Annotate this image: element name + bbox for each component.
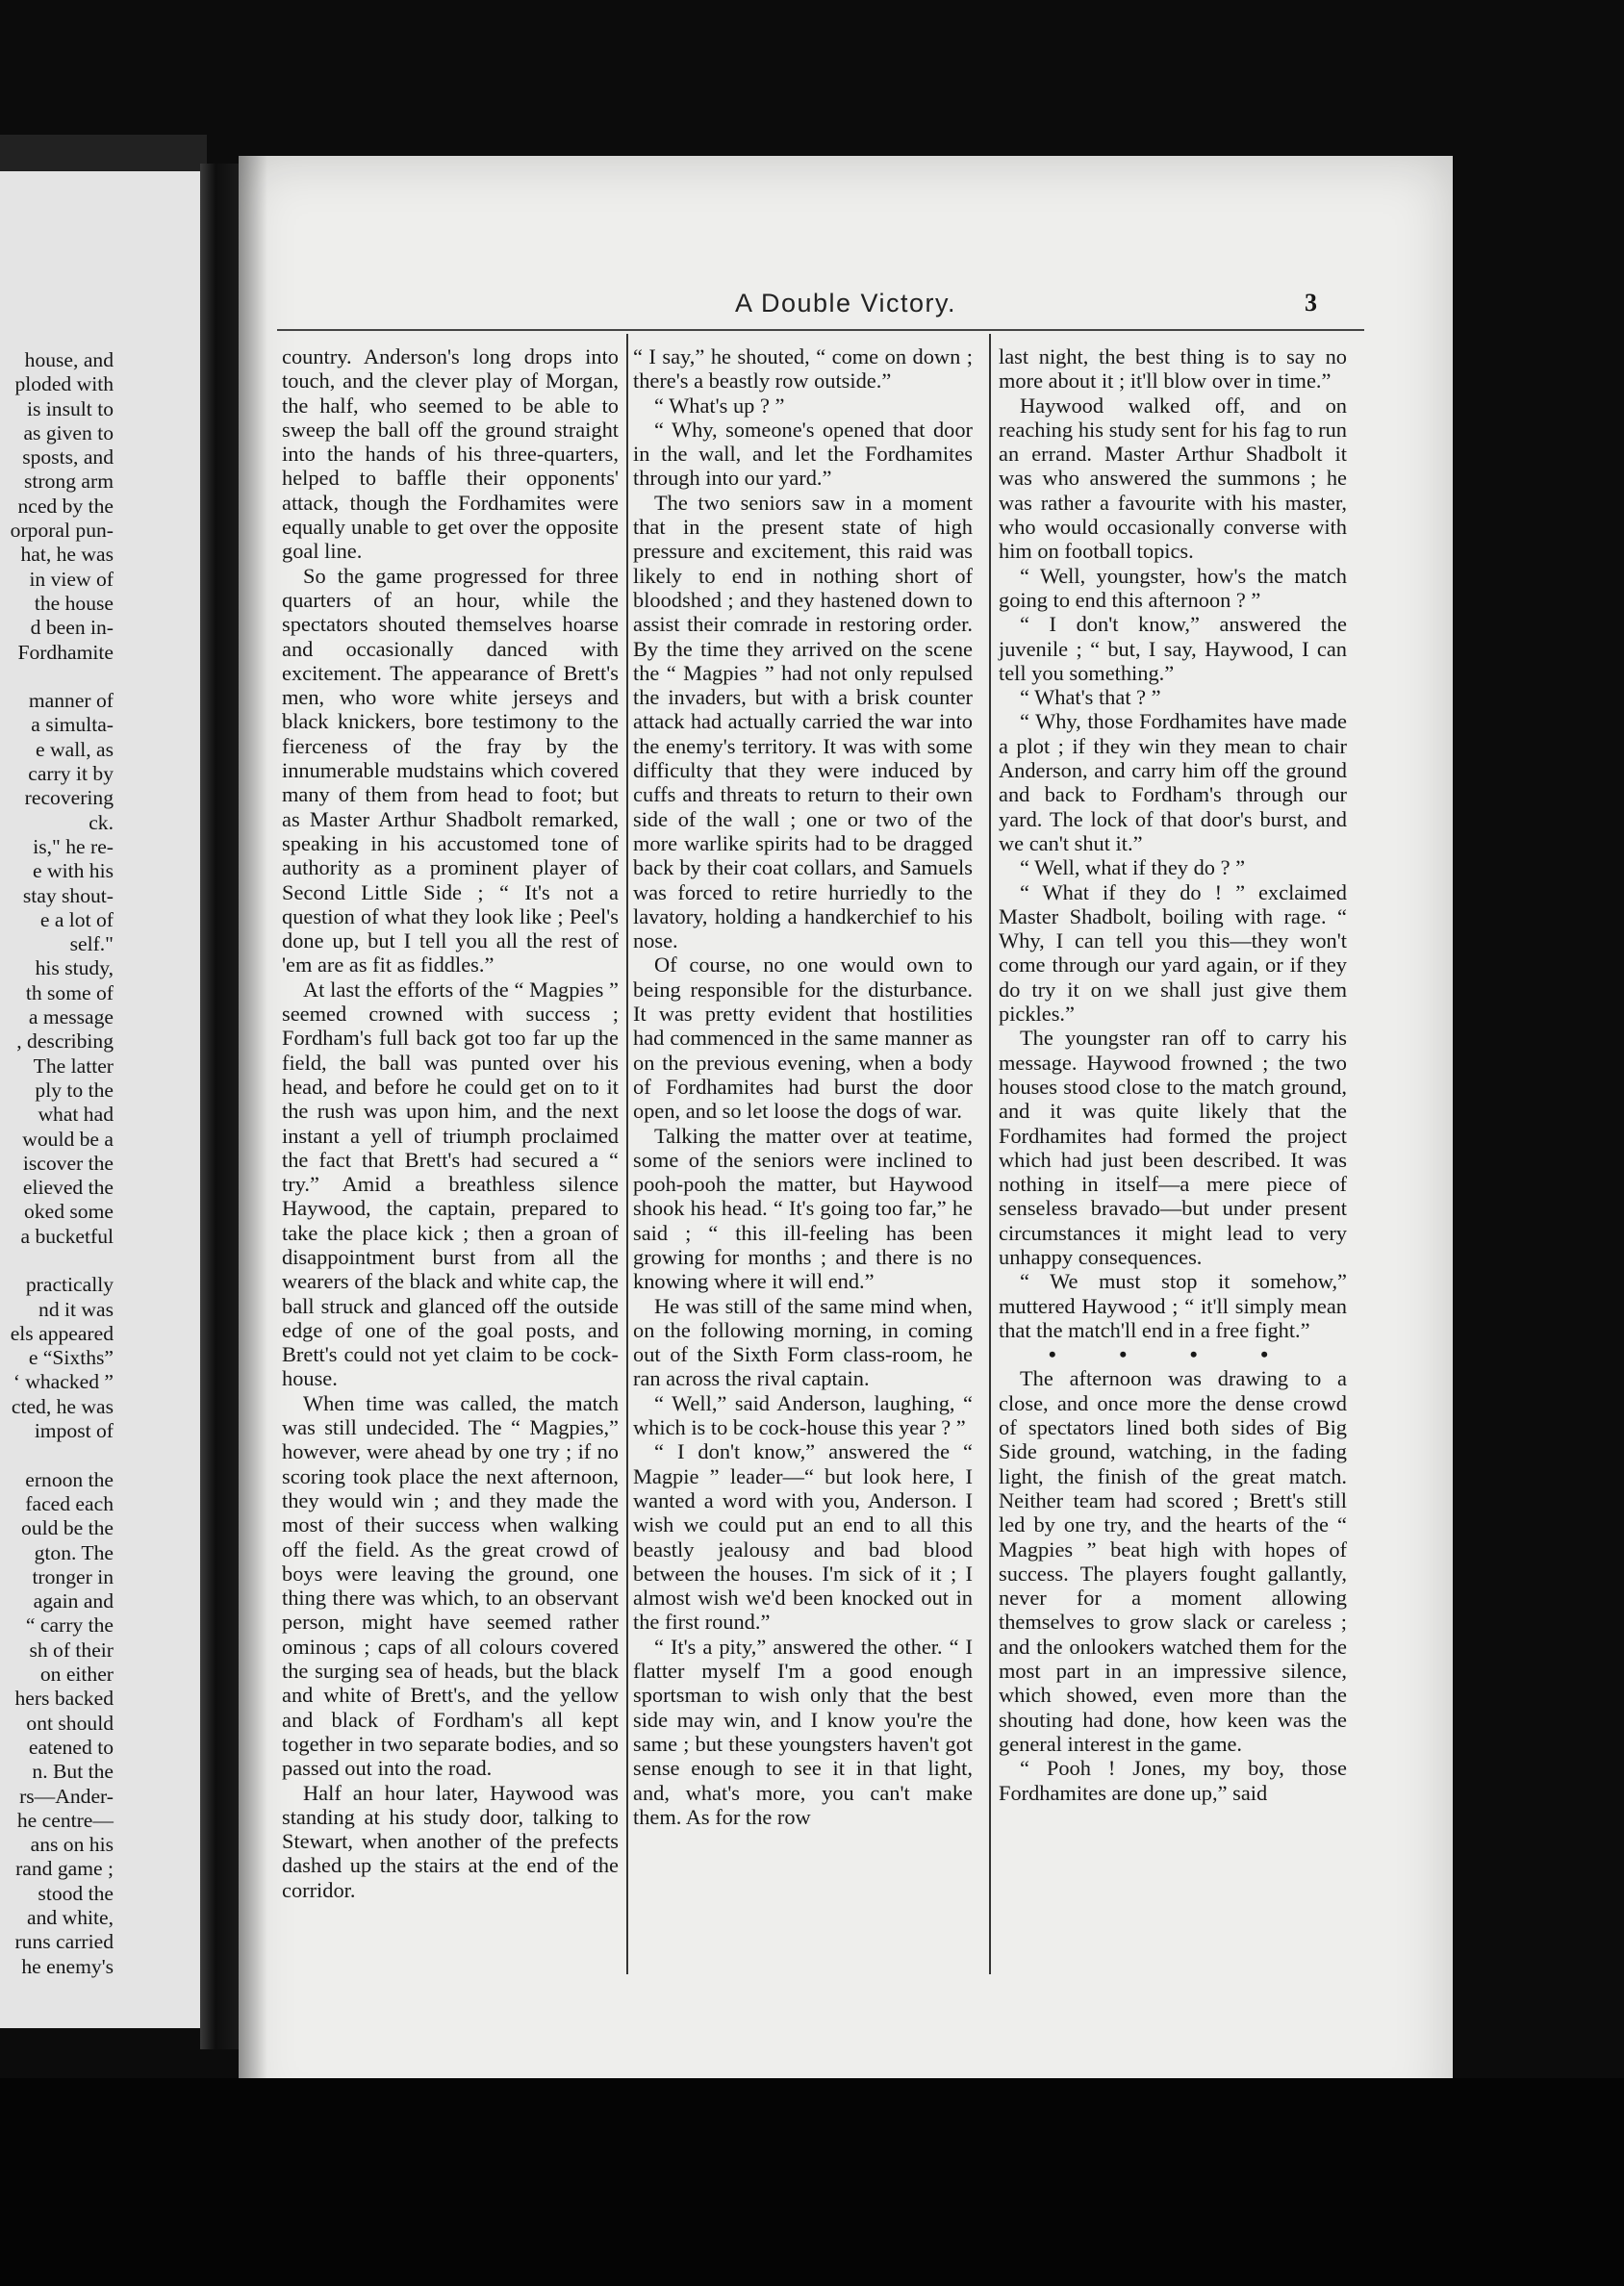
fragment-line: nced by the xyxy=(17,494,114,518)
book-page xyxy=(239,156,1453,2130)
fragment-line: e with his xyxy=(33,859,114,883)
fragment-line: e wall, as xyxy=(36,737,114,761)
paragraph: “ Why, those Fordhamites have made a plot ; if they win they mean to chair Anderson, and carry him off the ground and back to Fordham's through our yard. The lock of that door's burst, and we can't shut it.” xyxy=(999,709,1347,855)
fragment-line: manner of xyxy=(28,689,114,713)
fragment-line: a bucketful xyxy=(20,1224,114,1248)
fragment-line: house, and xyxy=(24,348,114,371)
paragraph: “ I don't know,” answered the juvenile ; “ but, I say, Haywood, I can tell you something.” xyxy=(999,612,1347,685)
fragment-line: runs carried xyxy=(14,1930,114,1954)
fragment-line: elieved the xyxy=(22,1176,114,1200)
fragment-line: sposts, and xyxy=(22,445,114,470)
fragment-line: practically xyxy=(25,1273,114,1297)
paragraph: “ I say,” he shouted, “ come on down ; there's a beastly row outside.” xyxy=(633,344,973,394)
fragment-line: els appeared xyxy=(10,1321,114,1345)
fragment-line: ould be the xyxy=(21,1516,114,1540)
fragment-line: nd it was xyxy=(38,1297,114,1321)
fragment-line: eatened to xyxy=(28,1735,114,1759)
fragment-line: hers backed xyxy=(14,1687,114,1711)
fragment-line: on either xyxy=(39,1663,114,1687)
paragraph: “ What's up ? ” xyxy=(654,393,785,418)
fragment-line: sh of their xyxy=(29,1638,114,1662)
fragment-line: ernoon the xyxy=(25,1467,114,1491)
paragraph: • • • • xyxy=(1048,1342,1298,1367)
fragment-line: is insult to xyxy=(27,396,114,420)
paragraph: country. Anderson's long drops into touch, and the clever play of Morgan, the half, who seemed to be able to sweep the ball off the ground straight into the hands of his three-quarters, helped to baffle their opponents' attack, though the Fordhamites were equally unable to get over the opposite goal line. xyxy=(282,344,619,564)
fragment-line: ploded with xyxy=(14,372,114,396)
fragment-line: he centre— xyxy=(16,1808,114,1832)
paragraph: “ We must stop it somehow,” muttered Haywood ; “ it'll simply mean that the match'll end in a free fight.” xyxy=(999,1269,1347,1342)
fragment-line: stood the xyxy=(38,1881,114,1905)
book-gutter xyxy=(200,164,239,2049)
page-number: 3 xyxy=(1305,289,1317,317)
fragment-line: stay shout- xyxy=(22,883,114,907)
running-title: A Double Victory. xyxy=(734,289,957,318)
fragment-line: as given to xyxy=(23,420,114,444)
paragraph: When time was called, the match was still undecided. The “ Magpies,” however, were ahead by one try ; if no scoring took place the next afternoon, they would win ; and they made the most of their success when walking off the field. As the great crowd of boys were leaving the ground, one thing there was which, to an observant person, might have seemed rather ominous ; caps of all colours covered the surging sea of heads, but the black and white of Brett's, and the yellow and black of Fordham's all kept together in two separate bodies, and so passed out into the road. xyxy=(282,1390,619,1781)
paragraph: The two seniors saw in a moment that in the present state of high pressure and excitement, this raid was likely to end in nothing short of bloodshed ; and they hastened down to assist their comrade in restoring order. By the time they arrived on the scene the “ Magpies ” had not only repulsed the invaders, but with a brisk counter attack had actually carried the war into the enemy's territory. It was with some difficulty that they were induced by cuffs and threats to return to their own side of the wall ; one or two of the more warlike spirits had to be dragged back by their coat collars, and Samuels was forced to retire hurriedly to the lavatory, holding a handkerchief to his nose. xyxy=(633,490,973,953)
fragment-line: e a lot of xyxy=(39,907,114,931)
paragraph: “ I don't know,” answered the “ Magpie ” leader—“ but look here, I wanted a word with you, Anderson. I wish we could put an end to all this beastly jealousy and bad blood between the houses. I'm sick of it ; I almost wish we'd been knocked out in the first round.” xyxy=(633,1439,973,1635)
fragment-line: “ carry the xyxy=(25,1613,114,1638)
fragment-line: he enemy's xyxy=(21,1954,114,1978)
fragment-line: the house xyxy=(34,591,114,615)
paragraph: “ Pooh ! Jones, my boy, those Fordhamites are done up,” said xyxy=(999,1756,1347,1805)
fragment-line: rand game ; xyxy=(15,1857,114,1881)
column-divider-2 xyxy=(989,334,991,1974)
text-column-2 xyxy=(633,344,973,1829)
fragment-line: oked some xyxy=(24,1200,114,1224)
fragment-line: again and xyxy=(33,1589,114,1613)
fragment-line: recovering xyxy=(24,786,114,810)
fragment-line: e “Sixths” xyxy=(28,1346,114,1370)
text-column-3 xyxy=(999,344,1347,1805)
fragment-line: ply to the xyxy=(35,1078,114,1102)
fragment-line: d been in- xyxy=(30,616,114,640)
previous-page-top-edge xyxy=(0,135,207,173)
fragment-line: in view of xyxy=(29,567,114,591)
fragment-line: carry it by xyxy=(28,762,114,786)
fragment-line: rs—Ander- xyxy=(19,1784,114,1808)
fragment-line: what had xyxy=(38,1103,114,1127)
fragment-line: strong arm xyxy=(24,470,114,494)
fragment-line: his study, xyxy=(35,956,114,980)
previous-page-text xyxy=(0,348,114,1979)
fragment-line xyxy=(0,1443,114,1467)
background-bottom xyxy=(0,2078,1624,2286)
fragment-line: gton. The xyxy=(34,1540,114,1564)
paragraph: “ What if they do ! ” exclaimed Master Shadbolt, boiling with rage. “ Why, I can tell you this—they won't come through our yard again, or if they do try it on we shall just give them pickles.” xyxy=(999,879,1347,1027)
paragraph: The afternoon was drawing to a close, and once more the dense crowd of spectators lined both sides of Big Side ground, watching, in the fading light, the finish of the great match. Neither team had scored ; Brett's still led by one try, and the hearts of the “ Magpies ” beat high with hopes of success. The players fought gallantly, never for a moment allowing themselves to grow slack or careless ; and the onlookers watched them for the most part in an impressive silence, which showed, even more than the shouting had done, how keen was the general interest in the game. xyxy=(999,1366,1347,1756)
fragment-line: ont should xyxy=(26,1711,114,1735)
fragment-line: ans on his xyxy=(30,1833,114,1857)
paragraph: Talking the matter over at teatime, some of the seniors were inclined to pooh-pooh the matter, but Haywood shook his head. “ It's going too far,” he said ; “ this ill-feeling has been growing for months ; and there is no knowing where it will end.” xyxy=(633,1123,973,1294)
text-column-1 xyxy=(282,344,619,1902)
fragment-line: hat, he was xyxy=(20,543,114,567)
fragment-line: and white, xyxy=(27,1906,114,1929)
paragraph: So the game progressed for three quarters of an hour, while the spectators shouted themselves hoarse and occasionally danced with excitement. The appearance of Brett's men, who wore white jerseys and black knickers, bore testimony to the fierceness of the fray by the innumerable mudstains which covered many of them from head to foot; but as Master Arthur Shadbolt remarked, speaking in his accustomed tone of authority as a prominent player of Second Little Side ; “ It's not a question of what they look like ; Peel's done up, but I tell you all the rest of 'em are as fit as fiddles.” xyxy=(282,563,619,978)
fragment-line xyxy=(0,1249,114,1273)
fragment-line: ‘ whacked ” xyxy=(13,1370,114,1394)
fragment-line: would be a xyxy=(22,1127,114,1151)
fragment-line: n. But the xyxy=(32,1760,114,1784)
header-rule xyxy=(277,329,1364,331)
fragment-line: is," he re- xyxy=(33,834,114,858)
paragraph: “ What's that ? ” xyxy=(1020,685,1161,710)
fragment-line xyxy=(0,665,114,689)
paragraph: “ Well, what if they do ? ” xyxy=(1020,855,1246,880)
paragraph: At last the efforts of the “ Magpies ” seemed crowned with success ; Fordham's full back got too far up the field, the ball was punted over his head, and before he could get on to it the rush was upon him, and the next instant a yell of triumph proclaimed the fact that Brett's had secured a “ try.” Amid a breathless silence Haywood, the captain, prepared to take the place kick ; then a groan of disappointment burst from all the wearers of the black and white cap, the ball struck and glanced off the outside edge of one of the goal posts, and Brett's could not yet claim to be cock-house. xyxy=(282,977,619,1391)
fragment-line: ck. xyxy=(89,810,114,834)
paragraph: Haywood walked off, and on reaching his study sent for his fag to run an errand. Master Arthur Shadbolt it was who answered the summons ; he was rather a favourite with his master, who would occasionally converse with him on football topics. xyxy=(999,393,1347,564)
paragraph: “ Why, someone's opened that door in the wall, and let the Fordhamites through into our yard.” xyxy=(633,417,973,491)
spine-shadow xyxy=(239,156,267,2130)
fragment-line: impost of xyxy=(34,1419,114,1443)
paragraph: “ It's a pity,” answered the other. “ I flatter myself I'm a good enough sportsman to wish only that the best side may win, and I know you're the same ; but these youngsters haven't got sense enough to see it in that light, and, what's more, you can't make them. As for the row xyxy=(633,1634,973,1829)
fragment-line: cted, he was xyxy=(11,1394,114,1418)
paragraph: Half an hour later, Haywood was standing at his study door, talking to Stewart, when another of the prefects dashed up the stairs at the end of the corridor. xyxy=(282,1780,619,1902)
fragment-line: , describing xyxy=(16,1029,114,1054)
fragment-line: orporal pun- xyxy=(10,519,114,543)
paragraph: “ Well, youngster, how's the match going to end this afternoon ? ” xyxy=(999,563,1347,612)
previous-page-fragment xyxy=(0,171,202,2028)
paragraph: Of course, no one would own to being responsible for the disturbance. It was pretty evident that hostilities had commenced in the same manner as on the previous evening, when a body of Fordhamites had burst the door open, and so let loose the dogs of war. xyxy=(633,952,973,1124)
fragment-line: The latter xyxy=(33,1054,114,1078)
paragraph: last night, the best thing is to say no more about it ; it'll blow over in time.” xyxy=(999,344,1347,394)
fragment-line: self." xyxy=(69,932,114,956)
fragment-line: tronger in xyxy=(32,1564,114,1588)
fragment-line: iscover the xyxy=(22,1151,114,1175)
fragment-line: Fordhamite xyxy=(17,640,114,664)
paragraph: “ Well,” said Anderson, laughing, “ which is to be cock-house this year ? ” xyxy=(633,1390,973,1440)
paragraph: He was still of the same mind when, on the following morning, in coming out of the Sixth Form class-room, he ran across the rival captain. xyxy=(633,1293,973,1391)
column-divider-1 xyxy=(626,334,628,1974)
fragment-line: a simulta- xyxy=(31,713,114,737)
fragment-line: th some of xyxy=(25,980,114,1004)
paragraph: The youngster ran off to carry his message. Haywood frowned ; the two houses stood close to the match ground, and it was quite likely that the Fordhamites had formed the project which had just been described. It was nothing in itself—a mere piece of senseless bravado—but under present circumstances it might lead to very unhappy consequences. xyxy=(999,1026,1347,1269)
fragment-line: a message xyxy=(28,1005,114,1029)
fragment-line: faced each xyxy=(25,1491,114,1515)
